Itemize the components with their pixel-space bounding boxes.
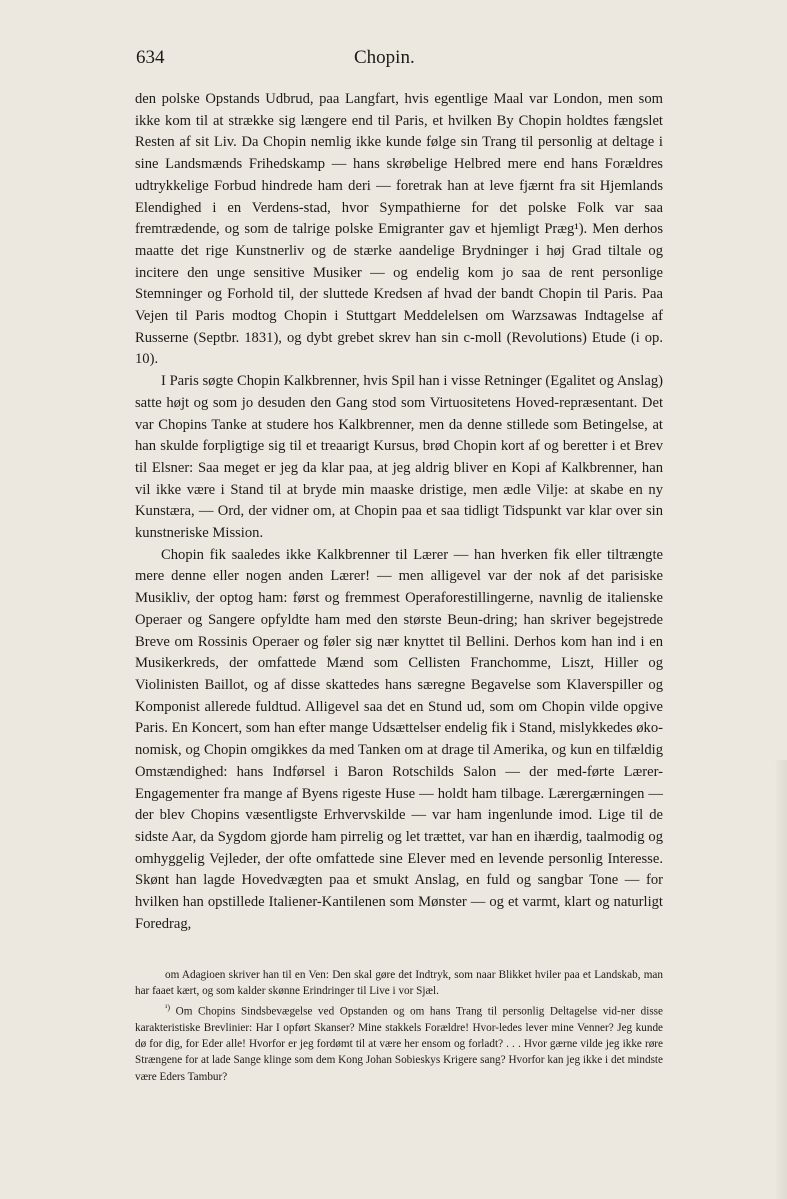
running-title: Chopin. [354, 47, 415, 68]
paragraph-3: Chopin fik saaledes ikke Kalkbrenner til Lærer — han hverken fik eller tiltrængte mere denne eller nogen anden Lærer! — men alligevel var der nok af det parisiske Musikliv, der optog ham: først og fremmest Operaforestillingerne, navnlig de italienske Operaer og Sangere opfyldte ham med den største Beun-dring; han skriver begejstrede Breve om Rossinis Operaer og føler sig nær knyttet til Bellini. Derhos kom han ind i en Musikerkreds, der omfattede Mænd som Cellisten Franchomme, Liszt, Hiller og Violinisten Baillot, og af disse skattedes hans særegne Begavelse som Klaverspiller og Komponist allerede fuldtud. Alligevel saa det en Stund ud, som om Chopin vilde opgive Paris. En Koncert, som han efter mange Udsættelser endelig fik i Stand, mislykkedes øko-nomisk, og Chopin omgikkes da med Tanken om at drage til Amerika, og kun en tilfældig Omstændighed: hans Indførsel i Baron Rotschilds Salon — der med-førte Lærer-Engagementer fra mange af Byens rigeste Huse — holdt ham tilbage. Lærergærningen — der blev Chopins væsentligste Erhvervskilde — var ham ingenlunde imod. Lige til de sidste Aar, da Sygdom gjorde ham pirrelig og let trættet, var han en ihærdig, taalmodig og omhyggelig Vejleder, der ofte omfattede sine Elever med en levende personlig Interesse. Skønt han lagde Hovedvægten paa et smukt Anslag, en fuld og sangbar Tone — for hvilken han opstillede Italiener-Kantilenen som Mønster — og et varmt, klart og naturligt Foredrag, [135, 546, 663, 932]
page-number: 634 [136, 47, 165, 68]
paragraph-1: den polske Opstands Udbrud, paa Langfart, hvis egentlige Maal var London, men som ikke kom til at strække sig længere end til Paris, et hvilken By Chopin holdtes fængslet Resten af sit Liv. Da Chopin nemlig ikke kunde følge sin Trang til personlig at deltage i sine Landsmænds Frihedskamp — hans skrøbelige Helbred mere end hans Forældres udtrykkelige Forbud hindrede ham deri — foretrak han at leve fjærnt fra sit Hjemlands Elendighed i en Verdens-stad, hvor Sympathierne for det polske Folk var saa fremtrædende, og som de talrige polske Emigranter gav et hjemligt Præg¹). Men derhos maatte det rige Kunstnerliv og de stærke aandelige Brydninger i høj Grad tiltale og incitere den unge sensitive Musiker — og endelig kom jo saa de rent personlige Stemninger og Forhold til, der sluttede Kredsen af hvad der bandt Chopin til Paris. Paa Vejen til Paris modtog Chopin i Stuttgart Meddelelsen om Warzsawas Indtagelse af Russerne (Septbr. 1831), og dybt grebet skrev han sin c-moll (Revolutions) Etude (i op. 10). [135, 91, 663, 368]
footnotes [135, 967, 663, 1085]
footnote-continuation: om Adagioen skriver han til en Ven: Den skal gøre det Indtryk, som naar Blikket hviler paa et Landskab, man har faaet kært, og som kalder skønne Erindringer til Live i vor Sjæl. [135, 969, 663, 998]
footnote-1-text: Om Chopins Sindsbevægelse ved Opstanden og om hans Trang til personlig Deltagelse vid-ner disse karakteristiske Brevlinier: Har I opført Skanser? Mine stakkels Forældre! Hvor-ledes lever mine Venner? Jeg kunde dø for dig, for Eder alle! Hvorfor er jeg fordømt til at være her ensom og forladt? . . . Hvor gærne vilde jeg ikke røre Strængene for at lade Sange klinge som dem Kong Johan Sobieskys Krigere sang? Hvorfor kan jeg ikke i det mindste være Eders Tambur? [135, 1005, 663, 1083]
paragraph-2: I Paris søgte Chopin Kalkbrenner, hvis Spil han i visse Retninger (Egalitet og Anslag) satte højt og som jo desuden den Gang stod som Virtuositetens Hoved-repræsentant. Det var Chopins Tanke at studere hos Kalkbrenner, men da denne stillede som Betingelse, at han skulde forpligtige sig til et treaarigt Kursus, brød Chopin kort af og beretter i et Brev til Elsner: Saa meget er jeg da klar paa, at jeg aldrig bliver en Kopi af Kalkbrenner, han vil ikke være i Stand til at bryde min maaske dristige, men ædle Vilje: at skabe en ny Kunstæra, — Ord, der vidner om, at Chopin paa et saa tidligt Tidspunkt var klar over sin kunstneriske Mission. [135, 373, 663, 542]
body-text [135, 89, 663, 935]
page-header [136, 47, 636, 69]
footnote-marker: ¹) [165, 1002, 171, 1012]
footnote-1 [135, 1000, 663, 1085]
page-edge-shadow [774, 760, 787, 1199]
